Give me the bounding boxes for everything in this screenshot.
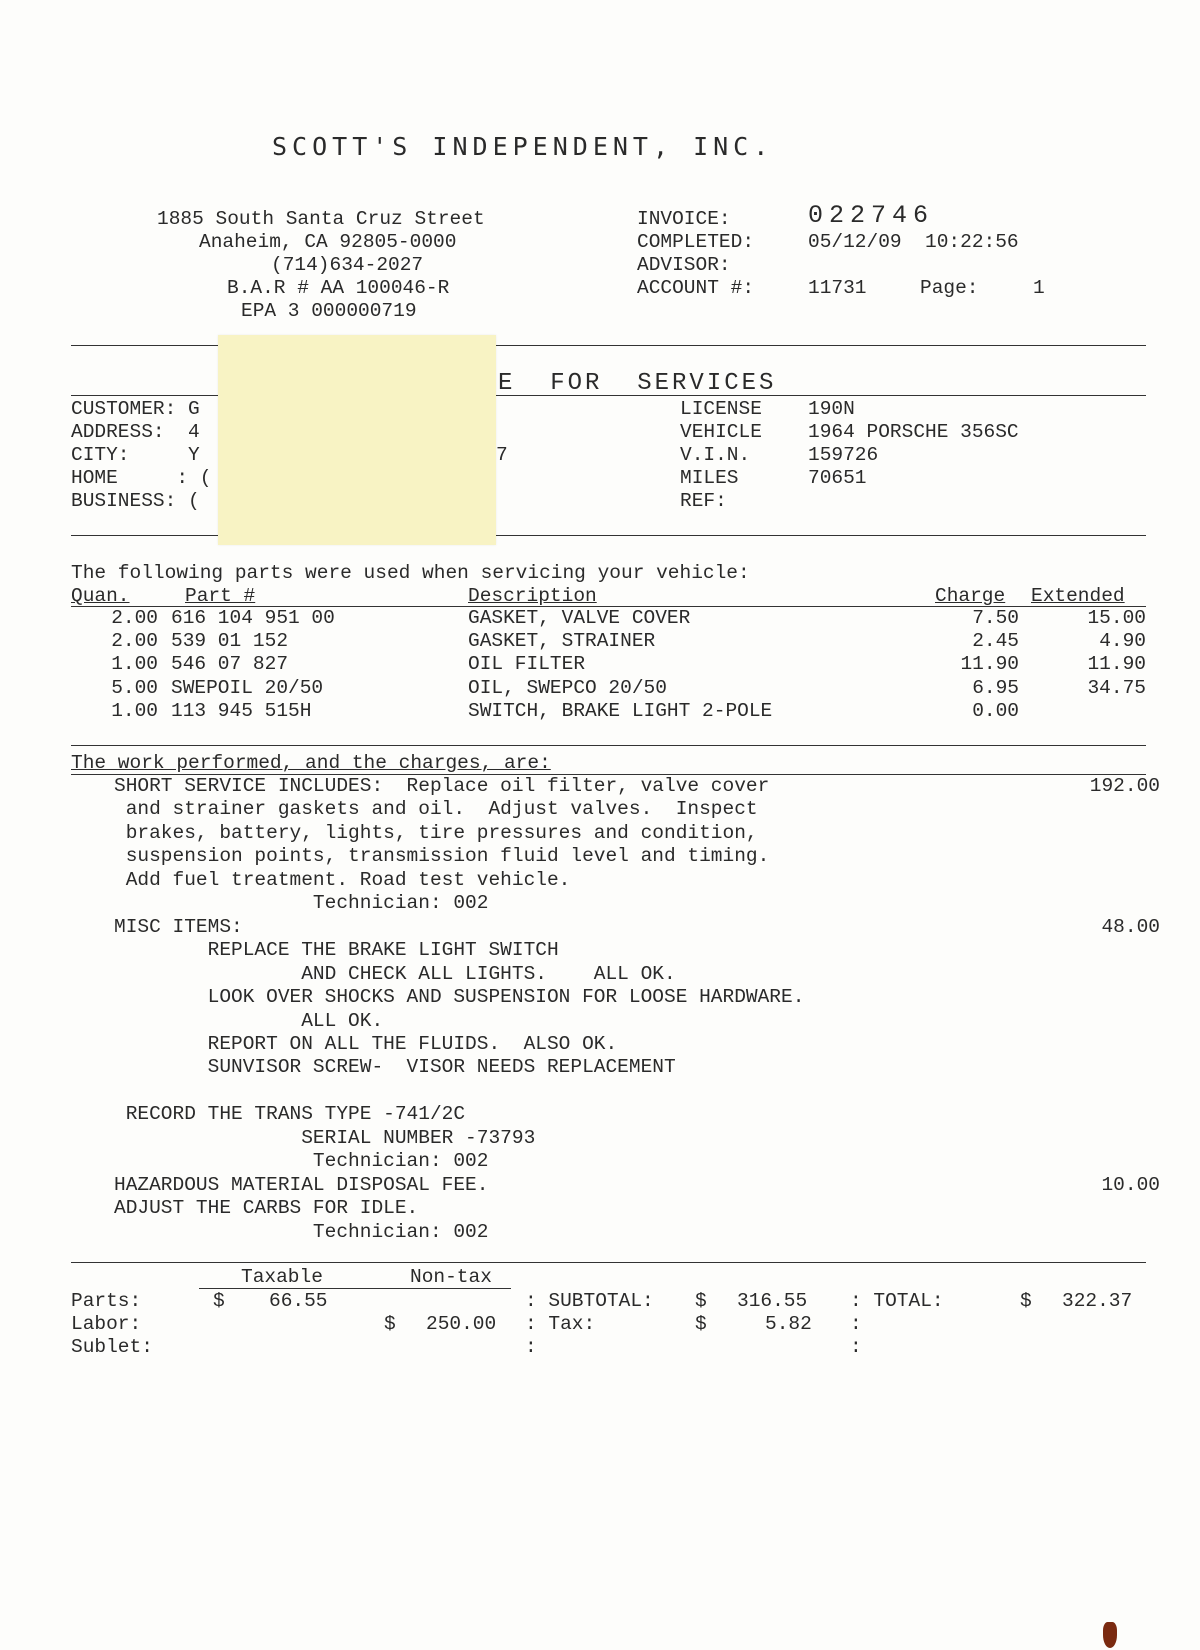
part-extended: 11.90: [1087, 653, 1146, 676]
part-charge: 6.95: [972, 676, 1019, 699]
work-line: RECORD THE TRANS TYPE -741/2C: [114, 1103, 466, 1126]
company-name: SCOTT'S INDEPENDENT, INC.: [272, 132, 774, 161]
work-line: LOOK OVER SHOCKS AND SUSPENSION FOR LOOSE HARDWARE.: [114, 986, 805, 1009]
ink-stain: [1103, 1622, 1117, 1648]
part-quantity: 5.00: [111, 676, 158, 699]
part-number: 539 01 152: [171, 630, 289, 653]
work-charge: 192.00: [1089, 775, 1160, 797]
taxable-label: Taxable: [241, 1266, 323, 1288]
invoice-number: 022746: [808, 201, 935, 230]
part-quantity: 2.00: [111, 630, 158, 653]
work-line: and strainer gaskets and oil. Adjust valves. Inspect: [114, 798, 758, 821]
part-extended: 15.00: [1087, 607, 1146, 629]
part-number: SWEPOIL 20/50: [171, 676, 324, 699]
city-label: CITY: Y: [71, 444, 200, 466]
vehicle-label: VEHICLE: [680, 421, 762, 443]
parts-taxable-value: 66.55: [269, 1290, 328, 1312]
col-part: Part #: [185, 585, 256, 607]
subtotal-dollar: $: [695, 1290, 707, 1312]
advisor-label: ADVISOR:: [637, 254, 731, 276]
col-extended: Extended: [1031, 585, 1125, 607]
subtotal-value: 316.55: [737, 1290, 808, 1312]
parts-dollar: $: [213, 1290, 225, 1312]
nontax-label: Non-tax: [410, 1266, 492, 1288]
totals-rule: [71, 1262, 1146, 1263]
account-label: ACCOUNT #:: [637, 277, 755, 299]
col-quan: Quan.: [71, 585, 130, 607]
epa-number: EPA 3 000000719: [241, 300, 417, 322]
work-line: AND CHECK ALL LIGHTS. ALL OK.: [114, 962, 676, 985]
work-charge: 10.00: [1101, 1173, 1160, 1196]
work-line: Technician: 002: [114, 892, 489, 915]
ref-label: REF:: [680, 490, 727, 512]
page-label: Page:: [920, 277, 979, 299]
work-heading: The work performed, and the charges, are:: [71, 752, 551, 774]
part-quantity: 1.00: [111, 653, 158, 676]
part-charge: 0.00: [972, 699, 1019, 722]
invoice-label: INVOICE:: [637, 208, 731, 230]
part-number: 616 104 951 00: [171, 607, 335, 629]
part-extended: 34.75: [1087, 676, 1146, 699]
work-line: HAZARDOUS MATERIAL DISPOSAL FEE.: [114, 1173, 489, 1196]
tax-label: : Tax:: [525, 1313, 596, 1335]
phone-line: (714)634-2027: [271, 254, 424, 276]
page-value: 1: [1033, 277, 1045, 299]
miles-label: MILES: [680, 467, 739, 489]
vehicle-value: 1964 PORSCHE 356SC: [808, 421, 1019, 443]
address-label: ADDRESS: 4: [71, 421, 200, 443]
license-label: LICENSE: [680, 398, 762, 420]
vin-value: 159726: [808, 444, 879, 466]
work-line: SUNVISOR SCREW- VISOR NEEDS REPLACEMENT: [114, 1056, 676, 1079]
section-title: E FOR SERVICES: [498, 370, 777, 397]
work-line: suspension points, transmission fluid level and timing.: [114, 845, 770, 868]
part-number: 546 07 827: [171, 653, 289, 676]
sublet-colon: :: [525, 1336, 537, 1358]
labor-total-label: Labor:: [71, 1313, 142, 1335]
parts-intro: The following parts were used when servicing your vehicle:: [71, 562, 750, 584]
part-number: 113 945 515H: [171, 699, 312, 722]
home-label: HOME : (: [71, 467, 212, 489]
part-charge: 7.50: [972, 607, 1019, 629]
miles-value: 70651: [808, 467, 867, 489]
address-line-2: Anaheim, CA 92805-0000: [199, 231, 457, 253]
total-value: 322.37: [1062, 1290, 1133, 1312]
part-description: SWITCH, BRAKE LIGHT 2-POLE: [468, 699, 773, 722]
part-quantity: 1.00: [111, 699, 158, 722]
part-description: OIL, SWEPCO 20/50: [468, 676, 667, 699]
completed-value: 05/12/09 10:22:56: [808, 231, 1019, 253]
part-extended: 4.90: [1099, 630, 1146, 653]
part-description: OIL FILTER: [468, 653, 586, 676]
work-line: ADJUST THE CARBS FOR IDLE.: [114, 1197, 419, 1220]
sublet-row-colon: :: [850, 1336, 862, 1358]
total-dollar: $: [1020, 1290, 1032, 1312]
work-line: Technician: 002: [114, 1150, 489, 1173]
address-line-1: 1885 South Santa Cruz Street: [157, 208, 485, 230]
part-quantity: 2.00: [111, 607, 158, 629]
work-line: SERIAL NUMBER -73793: [114, 1126, 536, 1149]
col-description: Description: [468, 585, 597, 607]
labor-dollar: $: [384, 1313, 396, 1335]
parts-rule: [71, 745, 1146, 746]
license-value: 190N: [808, 398, 855, 420]
work-line: brakes, battery, lights, tire pressures and condition,: [114, 821, 758, 844]
part-charge: 2.45: [972, 630, 1019, 653]
customer-label: CUSTOMER: G: [71, 398, 200, 420]
tax-row-colon: :: [850, 1313, 862, 1335]
sublet-total-label: Sublet:: [71, 1336, 153, 1358]
sticky-note-overlay: [218, 335, 496, 545]
work-line: SHORT SERVICE INCLUDES: Replace oil filter, valve cover: [114, 775, 770, 797]
business-label: BUSINESS: (: [71, 490, 200, 512]
bar-number: B.A.R # AA 100046-R: [227, 277, 450, 299]
completed-label: COMPLETED:: [637, 231, 755, 253]
tax-value: 5.82: [765, 1313, 812, 1335]
vin-label: V.I.N.: [680, 444, 751, 466]
part-description: GASKET, VALVE COVER: [468, 607, 691, 629]
work-line: MISC ITEMS:: [114, 915, 243, 938]
labor-nontax-value: 250.00: [426, 1313, 497, 1335]
col-charge: Charge: [935, 585, 1006, 607]
account-value: 11731: [808, 277, 867, 299]
city-fragment: 7: [496, 444, 508, 466]
work-line: REPLACE THE BRAKE LIGHT SWITCH: [114, 939, 559, 962]
part-description: GASKET, STRAINER: [468, 630, 656, 653]
parts-total-label: Parts:: [71, 1290, 142, 1312]
total-label: : TOTAL:: [850, 1290, 944, 1312]
subtotal-label: : SUBTOTAL:: [525, 1290, 654, 1312]
part-charge: 11.90: [960, 653, 1019, 676]
work-line: REPORT ON ALL THE FLUIDS. ALSO OK.: [114, 1032, 618, 1055]
work-charge: 48.00: [1101, 915, 1160, 938]
work-line: Add fuel treatment. Road test vehicle.: [114, 868, 571, 891]
totals-header-rule: [199, 1288, 511, 1289]
work-line: ALL OK.: [114, 1009, 384, 1032]
tax-dollar: $: [695, 1313, 707, 1335]
work-line: Technician: 002: [114, 1220, 489, 1243]
